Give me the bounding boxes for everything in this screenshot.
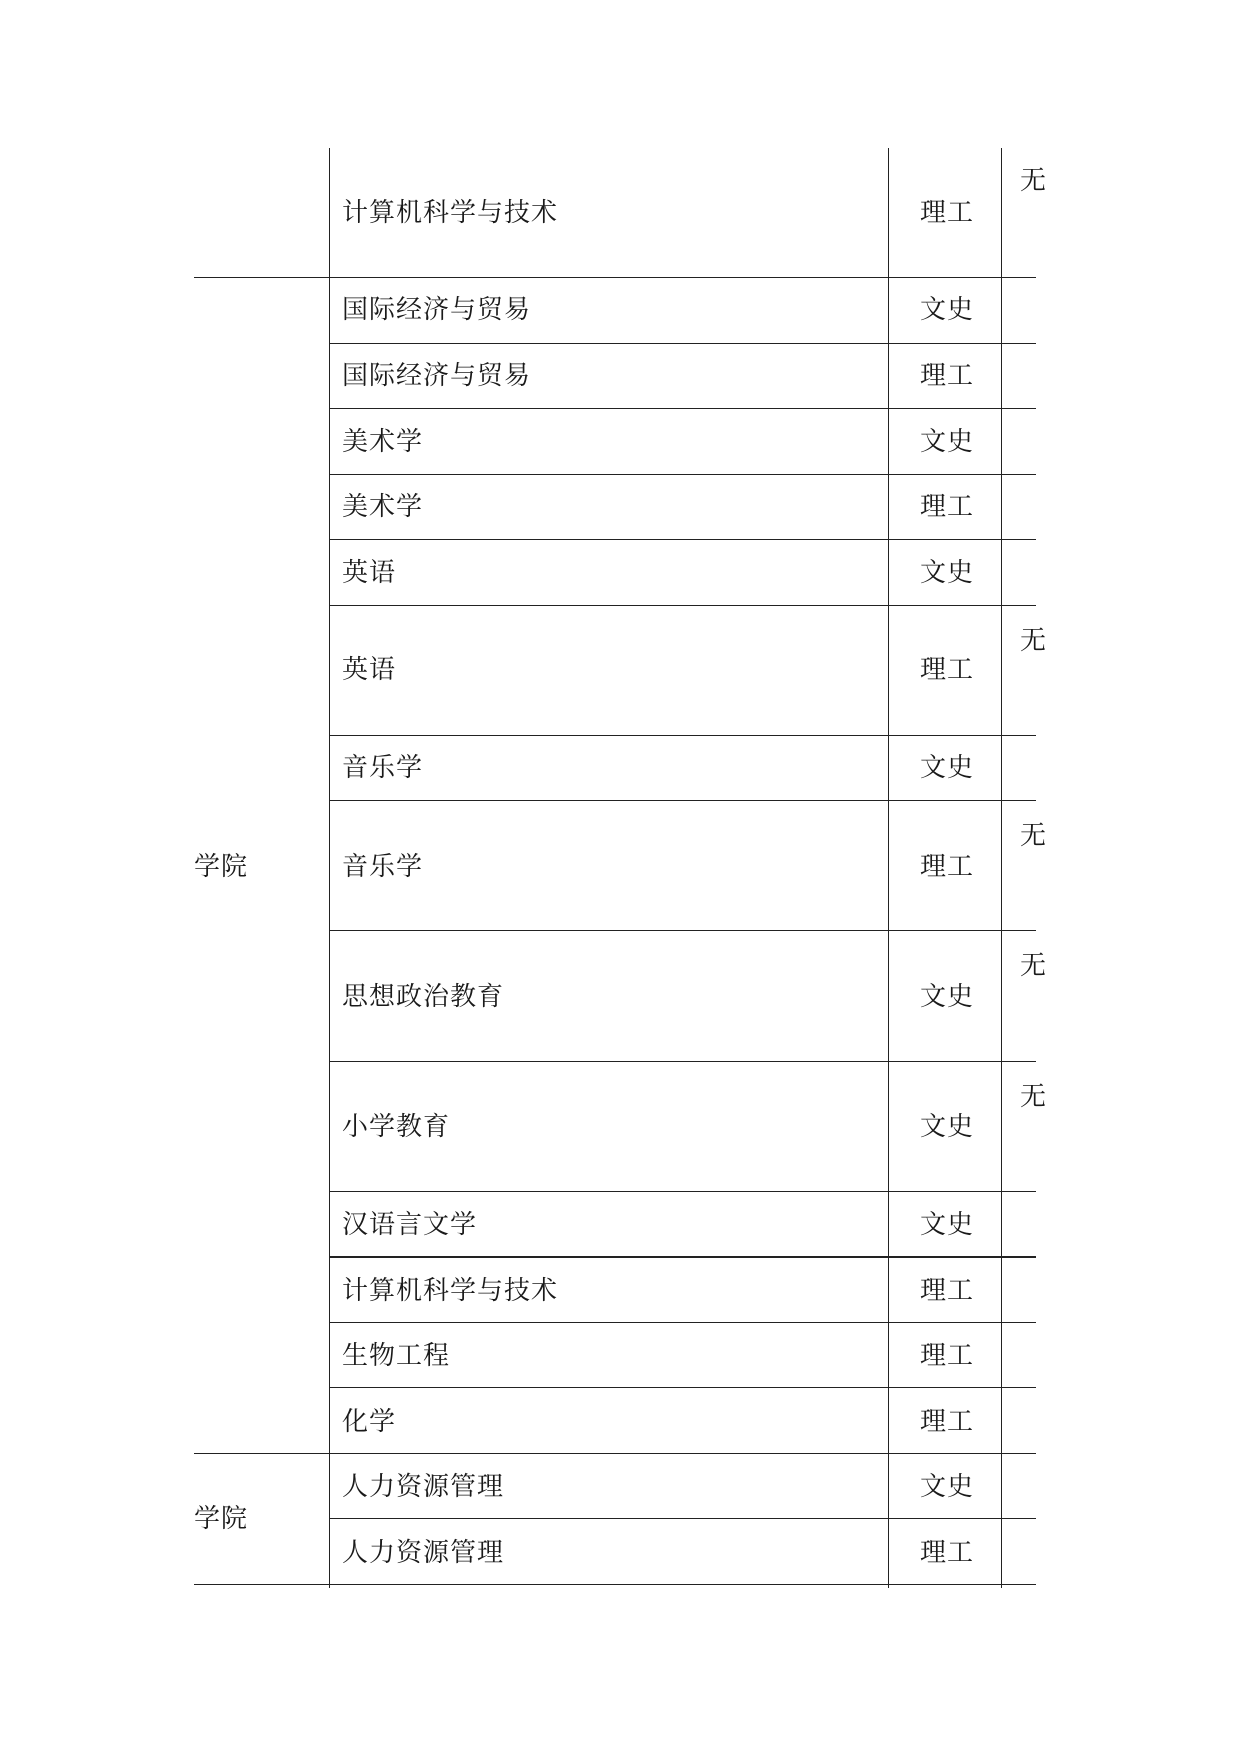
row-border bbox=[194, 1584, 1036, 1585]
row-border bbox=[329, 1387, 1036, 1388]
category-cell: 理工 bbox=[920, 1407, 975, 1437]
major-cell: 汉语言文学 bbox=[342, 1210, 478, 1240]
major-cell: 音乐学 bbox=[342, 753, 424, 783]
row-border bbox=[329, 1322, 1036, 1323]
category-cell: 文史 bbox=[920, 558, 975, 588]
category-cell: 理工 bbox=[920, 1538, 975, 1568]
category-cell: 理工 bbox=[920, 1276, 975, 1306]
column-divider-college bbox=[329, 148, 330, 1588]
category-cell: 文史 bbox=[920, 427, 975, 457]
major-cell: 化学 bbox=[342, 1407, 397, 1437]
major-cell: 人力资源管理 bbox=[342, 1538, 505, 1568]
category-cell: 理工 bbox=[920, 655, 975, 685]
category-cell: 理工 bbox=[920, 1341, 975, 1371]
note-cell bbox=[1000, 951, 1047, 991]
major-cell: 英语 bbox=[342, 655, 397, 685]
row-border bbox=[329, 1191, 1036, 1192]
row-border bbox=[329, 1518, 1036, 1519]
category-cell: 文史 bbox=[920, 1472, 975, 1502]
major-cell: 生物工程 bbox=[342, 1341, 451, 1371]
category-cell: 理工 bbox=[920, 361, 975, 391]
note-text: 无 bbox=[1020, 821, 1047, 851]
category-cell: 文史 bbox=[920, 982, 975, 1012]
major-cell: 美术学 bbox=[342, 492, 424, 522]
row-border bbox=[329, 735, 1036, 736]
major-cell: 国际经济与贸易 bbox=[342, 295, 532, 325]
row-border bbox=[329, 1256, 1036, 1258]
row-border bbox=[329, 539, 1036, 540]
category-cell: 理工 bbox=[920, 852, 975, 882]
category-cell: 理工 bbox=[920, 198, 975, 228]
note-cell bbox=[1000, 166, 1047, 206]
row-border bbox=[329, 800, 1036, 801]
row-border bbox=[329, 343, 1036, 344]
category-cell: 文史 bbox=[920, 753, 975, 783]
row-border bbox=[329, 605, 1036, 606]
major-cell: 英语 bbox=[342, 558, 397, 588]
column-divider-category bbox=[1001, 148, 1002, 1588]
row-border bbox=[329, 1061, 1036, 1062]
major-cell: 小学教育 bbox=[342, 1112, 451, 1142]
row-border bbox=[329, 474, 1036, 475]
major-cell: 计算机科学与技术 bbox=[342, 1276, 559, 1306]
column-divider-major bbox=[888, 148, 889, 1588]
note-text: 无 bbox=[1020, 951, 1047, 981]
major-cell: 音乐学 bbox=[342, 852, 424, 882]
row-border bbox=[194, 1453, 1036, 1454]
row-border bbox=[329, 930, 1036, 931]
major-cell: 美术学 bbox=[342, 427, 424, 457]
note-cell bbox=[1000, 1082, 1047, 1122]
category-cell: 文史 bbox=[920, 1210, 975, 1240]
major-cell: 人力资源管理 bbox=[342, 1472, 505, 1502]
note-text: 无 bbox=[1020, 166, 1047, 196]
category-cell: 理工 bbox=[920, 492, 975, 522]
category-cell: 文史 bbox=[920, 1112, 975, 1142]
major-cell: 国际经济与贸易 bbox=[342, 361, 532, 391]
note-text: 无 bbox=[1020, 1082, 1047, 1112]
note-text: 无 bbox=[1020, 626, 1047, 656]
major-cell: 思想政治教育 bbox=[342, 982, 505, 1012]
row-border bbox=[194, 277, 1036, 278]
major-cell: 计算机科学与技术 bbox=[342, 198, 559, 228]
college-label: 学院 bbox=[194, 1504, 249, 1534]
category-cell: 文史 bbox=[920, 295, 975, 325]
college-label: 学院 bbox=[194, 852, 249, 882]
note-cell bbox=[1000, 821, 1047, 861]
note-cell bbox=[1000, 626, 1047, 666]
row-border bbox=[329, 408, 1036, 409]
